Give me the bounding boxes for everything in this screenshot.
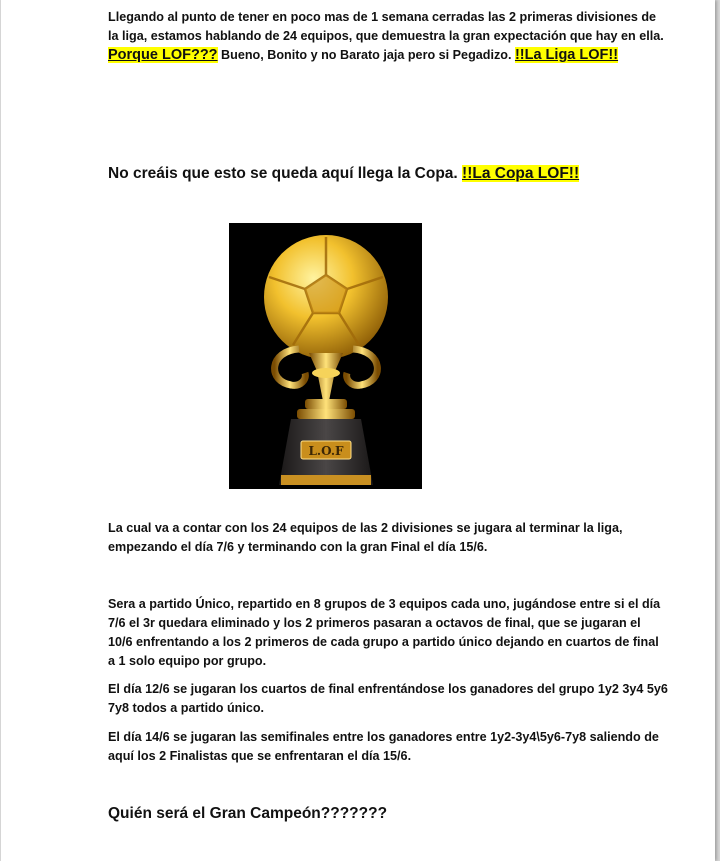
copa-text: No creáis que esto se queda aquí llega la Copa. [108, 165, 458, 182]
intro-text: Llegando al punto de tener en poco mas de 1 semana cerradas las 2 primeras divisiones de la liga, estamos hablando de 24 equipos, que demuestra la gran expectación que hay en ella. [108, 10, 664, 43]
paragraph-2: Sera a partido Único, repartido en 8 grupos de 3 equipos cada uno, jugándose entre si el día 7/6 el 3r quedara eliminado y los 2 primeros pasaran a octavos de final, que se jugaran el 10/6 enfrentando a los 2 primeros de cada grupo a partido único dejando en cuartos de final a 1 solo equipo por grupo. [108, 597, 661, 668]
paragraph-1: La cual va a contar con los 24 equipos de las 2 divisiones se jugara al terminar la liga, empezando el día 7/6 y terminando con la gran Final el día 15/6. [108, 521, 623, 554]
trophy-plaque-text: L.O.F [308, 444, 344, 458]
highlight-copa-lof: !!La Copa LOF!! [462, 165, 580, 182]
trophy-icon [229, 223, 422, 489]
closing-question: Quién será el Gran Campeón??????? [108, 805, 388, 822]
highlight-liga-lof: !!La Liga LOF!! [514, 47, 619, 63]
intro-paragraph [108, 8, 668, 65]
intro-text-2: Bueno, Bonito y no Barato jaja pero si Pegadizo. [221, 48, 512, 62]
trophy-image [229, 223, 422, 489]
paragraph-3: El día 12/6 se jugaran los cuartos de final enfrentándose los ganadores del grupo 1y2 3y4 5y6 7y8 todos a partido único. [108, 682, 668, 715]
copa-heading [108, 163, 688, 185]
paragraph-4: El día 14/6 se jugaran las semifinales entre los ganadores entre 1y2-3y4\5y6-7y8 saliendo de aquí los 2 Finalistas que se enfrentaran el día 15/6. [108, 730, 659, 763]
document-page [1, 0, 715, 861]
highlight-porque-lof: Porque LOF??? [108, 47, 218, 63]
